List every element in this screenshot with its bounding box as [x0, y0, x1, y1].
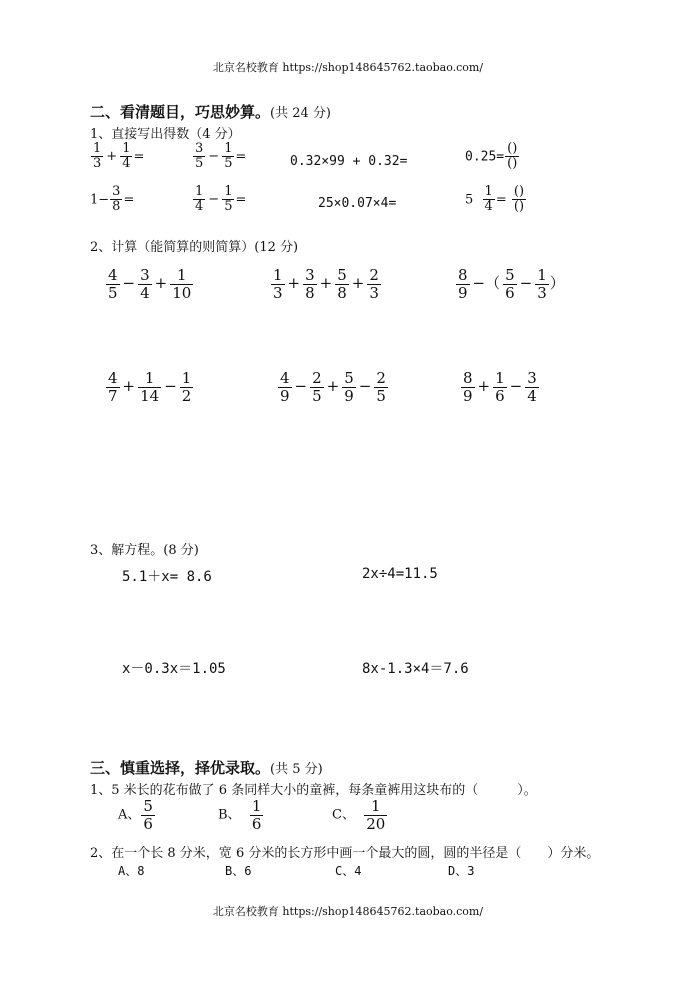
s3-question-2: 2、在一个长 8 分米，宽 6 分米的长方形中画一个最大的圆，圆的半径是（ ）分米。: [90, 846, 600, 861]
denominator: 6: [143, 814, 153, 833]
denominator: 5: [224, 199, 233, 215]
operator: −: [122, 274, 136, 292]
denominator: 5: [376, 386, 386, 405]
numerator: 3: [112, 184, 121, 199]
operator: +: [154, 274, 168, 292]
denominator: 4: [484, 199, 493, 215]
numerator: 1: [273, 266, 283, 284]
equals: =: [235, 149, 247, 165]
denominator: 2: [181, 386, 192, 405]
equals: =: [495, 192, 507, 208]
denominator: 9: [463, 386, 473, 405]
denominator: 10: [172, 283, 192, 302]
denominator: 6: [495, 386, 505, 405]
s3-q2-option-a[interactable]: A、8: [118, 864, 145, 878]
numerator: 1: [484, 184, 493, 199]
equation-1: 5.1＋x= 8.6: [122, 569, 212, 585]
numerator: 5: [337, 266, 347, 284]
denominator: 20: [366, 814, 386, 833]
operator: −: [519, 274, 533, 292]
s3-q2-option-c[interactable]: C、4: [335, 864, 362, 878]
page-header: 北京名校教育 https://shop148645762.taobao.com/: [212, 61, 484, 74]
denominator: 6: [505, 283, 515, 302]
s3-q2-option-d[interactable]: D、3: [448, 864, 475, 878]
numerator: 1: [251, 797, 262, 815]
numerator: 1: [224, 141, 233, 156]
denominator: 7: [108, 386, 118, 405]
s3-q1-option-a[interactable]: [118, 798, 156, 832]
denominator: 5: [108, 283, 118, 302]
option-letter: A、: [118, 807, 141, 823]
denominator: 4: [527, 386, 537, 405]
equals: =: [123, 192, 135, 208]
numerator: 2: [369, 266, 379, 284]
denominator: 5: [224, 156, 233, 172]
q2-expr-5: [277, 370, 389, 404]
denominator: 3: [369, 283, 379, 302]
numerator: 1: [181, 369, 192, 387]
numerator: 4: [280, 369, 290, 387]
q2-expr-2: [270, 267, 382, 301]
denominator: 4: [122, 156, 131, 172]
s3-q1-option-b[interactable]: [218, 798, 264, 832]
denominator: 5: [195, 156, 204, 172]
operator: −: [208, 149, 220, 165]
denominator: 9: [458, 283, 468, 302]
blank-denominator: (): [507, 156, 518, 172]
equation-3: x－0.3x＝1.05: [122, 661, 226, 677]
denominator: 3: [273, 283, 283, 302]
denominator: 8: [305, 283, 315, 302]
paren-close: ）: [549, 274, 565, 292]
numerator: 8: [463, 369, 473, 387]
denominator: 14: [140, 386, 160, 405]
numerator: 1: [224, 184, 233, 199]
denominator: 4: [140, 283, 150, 302]
blank-numerator: (): [513, 184, 525, 199]
option-letter: C、: [332, 807, 355, 823]
operator: −: [358, 377, 372, 395]
q2-expr-1: [105, 267, 194, 301]
denominator: 3: [93, 156, 102, 172]
denominator: 9: [280, 386, 290, 405]
operator: +: [319, 274, 333, 292]
denominator: 4: [195, 199, 204, 215]
numerator: 1: [144, 369, 155, 387]
denominator: 5: [312, 386, 322, 405]
page-footer: 北京名校教育 https://shop148645762.taobao.com/: [212, 905, 484, 918]
lead-text: 1−: [90, 192, 110, 208]
numerator: 1: [495, 369, 505, 387]
blank-numerator: (): [507, 141, 518, 156]
section-3-title: [90, 757, 323, 778]
numerator: 1: [537, 266, 547, 284]
numerator: 4: [108, 266, 118, 284]
numerator: 1: [195, 184, 204, 199]
q1-item-8: [465, 185, 527, 215]
numerator: 3: [305, 266, 315, 284]
s3-q2-option-b[interactable]: B、6: [225, 864, 252, 878]
q1-item-4: [465, 142, 520, 172]
s3-q1-option-c[interactable]: [332, 798, 388, 832]
numerator: 5: [344, 369, 354, 387]
operator: −: [294, 377, 308, 395]
operator: +: [477, 377, 491, 395]
q1-item-5: [90, 185, 134, 215]
operator: −: [509, 377, 523, 395]
denominator: 8: [112, 199, 121, 215]
section-2-title: [90, 101, 331, 122]
q2-expr-6: [460, 370, 540, 404]
numerator: 8: [458, 266, 468, 284]
numerator: 3: [195, 141, 204, 156]
equals: =: [235, 192, 247, 208]
q3-label: 3、解方程。(8 分): [90, 543, 199, 558]
numerator: 5: [505, 266, 515, 284]
numerator: 4: [108, 369, 118, 387]
option-letter: B、: [218, 807, 241, 823]
operator: −: [164, 377, 177, 395]
section-2-points: (共 24 分): [270, 106, 331, 121]
operator: −: [208, 192, 220, 208]
q1-item-7: 25×0.07×4=: [318, 196, 397, 211]
numerator: 2: [312, 369, 322, 387]
lead-text: 0.25=: [465, 149, 505, 165]
lead-text: 5: [465, 192, 474, 208]
q1-item-3: 0.32×99 + 0.32=: [290, 154, 408, 169]
denominator: 8: [337, 283, 347, 302]
operator: +: [287, 274, 301, 292]
s3-question-1: 1、5 米长的花布做了 6 条同样大小的童裤，每条童裤用这块布的（ ）。: [90, 783, 537, 798]
q2-expr-3: [455, 267, 565, 301]
denominator: 3: [537, 283, 547, 302]
numerator: 2: [376, 369, 386, 387]
numerator: 1: [370, 797, 381, 815]
numerator: 3: [140, 266, 150, 284]
section-3-heading: 三、慎重选择，择优录取。: [90, 759, 271, 777]
denominator: 6: [251, 814, 262, 833]
denominator: 9: [344, 386, 354, 405]
q2-expr-4: [105, 370, 194, 404]
q1-item-1: [90, 142, 144, 172]
operator: −（: [472, 274, 501, 292]
numerator: 1: [122, 141, 131, 156]
equation-4: 8x-1.3×4＝7.6: [362, 661, 469, 677]
equation-2: 2x÷4=11.5: [362, 566, 438, 582]
q2-label: 2、计算（能简算的则简算）(12 分): [90, 240, 299, 255]
numerator: 1: [177, 266, 187, 284]
numerator: 3: [527, 369, 537, 387]
section-2-heading: 二、看清题目，巧思妙算。: [90, 103, 271, 121]
section-3-points: (共 5 分): [270, 762, 323, 777]
q1-label: 1、直接写出得数（4 分）: [90, 127, 241, 142]
numerator: 1: [93, 141, 102, 156]
q1-item-2: [192, 142, 246, 172]
operator: +: [351, 274, 365, 292]
numerator: 5: [143, 797, 153, 815]
q1-item-6: [192, 185, 246, 215]
operator: +: [122, 377, 136, 395]
operator: +: [106, 149, 118, 165]
equals: =: [133, 149, 145, 165]
operator: +: [326, 377, 340, 395]
blank-denominator: (): [513, 199, 525, 215]
